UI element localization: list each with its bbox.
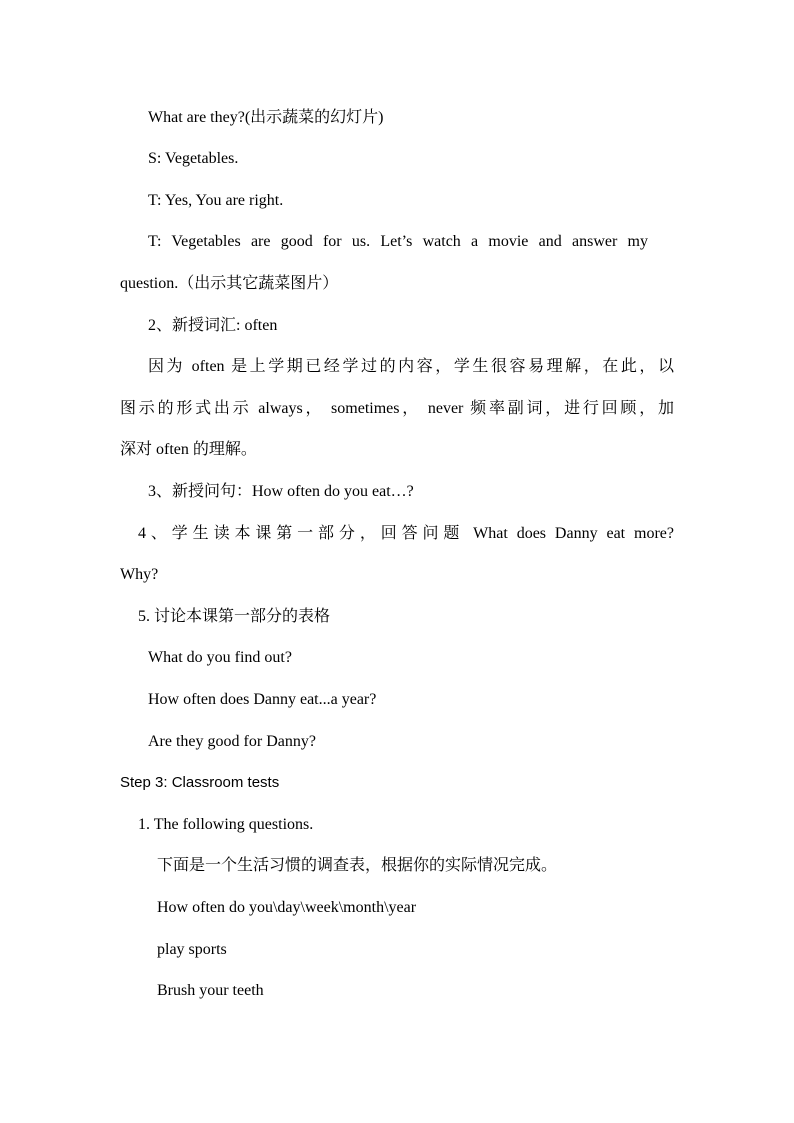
section-heading: Step 3: Classroom tests (120, 774, 280, 791)
text-line: Brush your teeth (157, 982, 264, 999)
text-line: 下面是一个生活习惯的调查表，根据你的实际情况完成。 (157, 857, 558, 874)
text-line: What do you find out? (148, 649, 292, 666)
text-line: 1. The following questions. (138, 816, 314, 833)
text-line: S: Vegetables. (148, 150, 239, 167)
text-line: 深对 often 的理解。 (120, 441, 257, 458)
text-line: 3、新授问句：How often do you eat…? (148, 483, 414, 500)
text-line: T: Vegetables are good for us. Let’s watch a movie and answer my (148, 233, 648, 250)
text-line: 4、学生读本课第一部分，回答问题 What does Danny eat more? (138, 525, 674, 542)
text-line: question.（出示其它蔬菜图片） (120, 275, 339, 292)
text-line: Are they good for Danny? (148, 733, 316, 750)
text-line: How often does Danny eat...a year? (148, 691, 377, 708)
text-line: 因为 often 是上学期已经学过的内容，学生很容易理解，在此，以 (148, 358, 674, 375)
text-line: 5. 讨论本课第一部分的表格 (138, 608, 331, 625)
text-line: 图示的形式出示 always， sometimes， never 频率副词，进行回顾，加 (120, 400, 674, 417)
text-line: How often do you\day\week\month\year (157, 899, 417, 916)
text-line: What are they?(出示蔬菜的幻灯片) (148, 109, 384, 126)
text-line: Why? (120, 566, 159, 583)
text-line: play sports (157, 941, 227, 958)
text-line: 2、新授词汇: often (148, 317, 278, 334)
text-line: T: Yes, You are right. (148, 192, 284, 209)
